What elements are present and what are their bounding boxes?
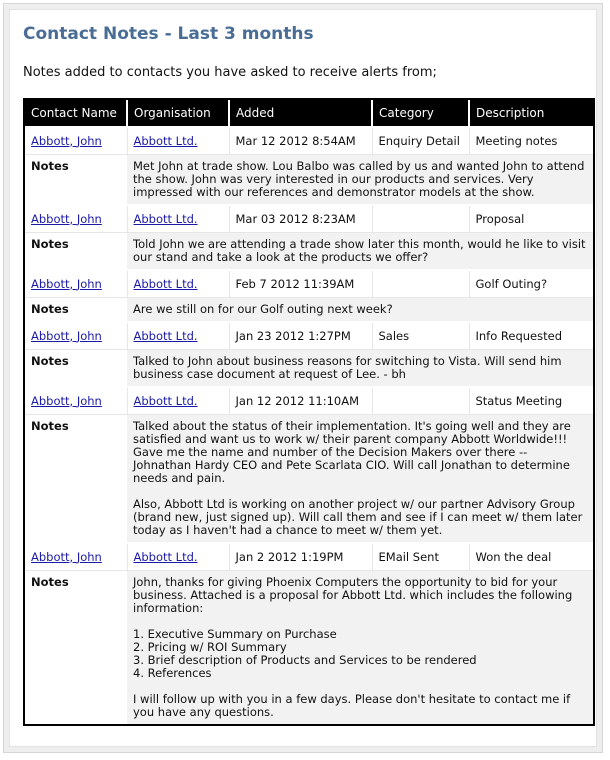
column-header-description: Description	[469, 100, 593, 127]
notes-text: John, thanks for giving Phoenix Computers the opportunity to bid for your business. Attached is a proposal for Abbott Ltd. which includes the following information: 1. Executive Summary on Purchase 2. Pricing w/ ROI Summary 3. Brief description of Products and Services to be rendered 4. References I will follow up with you in a few days. Please don't hesitate to contact me if you have any questions.	[127, 571, 593, 725]
description: Won the deal	[469, 543, 593, 571]
column-header-added: Added	[229, 100, 372, 127]
category: EMail Sent	[372, 543, 469, 571]
notes-row	[25, 233, 593, 271]
added-date: Feb 7 2012 11:39AM	[229, 270, 372, 298]
description: Info Requested	[469, 322, 593, 350]
added-date: Jan 2 2012 1:19PM	[229, 543, 372, 571]
notes-label: Notes	[25, 155, 127, 206]
page-title: Contact Notes - Last 3 months	[23, 24, 314, 44]
organisation-link[interactable]: Abbott Ltd.	[133, 393, 198, 408]
table-row	[25, 270, 593, 298]
added-date: Jan 12 2012 11:10AM	[229, 387, 372, 415]
contact-name-link[interactable]: Abbott, John	[31, 328, 102, 343]
column-header-organisation: Organisation	[127, 100, 229, 127]
notes-label: Notes	[25, 233, 127, 271]
added-date: Mar 03 2012 8:23AM	[229, 205, 372, 233]
notes-row	[25, 415, 593, 544]
added-date: Jan 23 2012 1:27PM	[229, 322, 372, 350]
table-row	[25, 543, 593, 571]
category	[372, 270, 469, 298]
category	[372, 205, 469, 233]
table-row	[25, 322, 593, 350]
outer-frame	[3, 3, 603, 753]
contact-name-link[interactable]: Abbott, John	[31, 211, 102, 226]
notes-label: Notes	[25, 350, 127, 388]
table-row	[25, 205, 593, 233]
table-row	[25, 127, 593, 155]
notes-text: Talked about the status of their implementation. It's going well and they are satisfied and want us to work w/ their parent company Abbott Worldwide!!! Gave me the name and number of the Decision Makers over there -- Johnathan Hardy CEO and Pete Scarlata CIO. Will call Jonathan to determine needs and pain. Also, Abbott Ltd is working on another project w/ our partner Advisory Group (brand new, just signed up). Will call them and see if I can meet w/ them later today as I haven't had a chance to meet w/ them yet.	[127, 415, 593, 544]
organisation-link[interactable]: Abbott Ltd.	[133, 133, 198, 148]
contact-name-link[interactable]: Abbott, John	[31, 549, 102, 564]
added-date: Mar 12 2012 8:54AM	[229, 127, 372, 155]
notes-row	[25, 350, 593, 388]
notes-text: Met John at trade show. Lou Balbo was called by us and wanted John to attend the show. John was very interested in our products and services. Very impressed with our references and demonstrator models at the show.	[127, 155, 593, 206]
organisation-link[interactable]: Abbott Ltd.	[133, 211, 198, 226]
notes-text: Told John we are attending a trade show later this month, would he like to visit our stand and take a look at the products we offer?	[127, 233, 593, 271]
notes-text: Talked to John about business reasons for switching to Vista. Will send him business case document at request of Lee. - bh	[127, 350, 593, 388]
notes-text: Are we still on for our Golf outing next week?	[127, 298, 593, 323]
organisation-link[interactable]: Abbott Ltd.	[133, 276, 198, 291]
category: Sales	[372, 322, 469, 350]
notes-label: Notes	[25, 415, 127, 544]
notes-row	[25, 155, 593, 206]
description: Meeting notes	[469, 127, 593, 155]
organisation-link[interactable]: Abbott Ltd.	[133, 328, 198, 343]
table-row	[25, 387, 593, 415]
column-header-category: Category	[372, 100, 469, 127]
organisation-link[interactable]: Abbott Ltd.	[133, 549, 198, 564]
contact-name-link[interactable]: Abbott, John	[31, 276, 102, 291]
contact-notes-table	[23, 98, 595, 726]
notes-label: Notes	[25, 298, 127, 323]
category	[372, 387, 469, 415]
content-panel	[9, 9, 597, 747]
description: Golf Outing?	[469, 270, 593, 298]
description: Proposal	[469, 205, 593, 233]
contact-name-link[interactable]: Abbott, John	[31, 133, 102, 148]
table-header-row	[25, 100, 593, 127]
notes-label: Notes	[25, 571, 127, 725]
intro-text: Notes added to contacts you have asked to receive alerts from;	[23, 65, 437, 80]
contact-name-link[interactable]: Abbott, John	[31, 393, 102, 408]
notes-row	[25, 571, 593, 725]
description: Status Meeting	[469, 387, 593, 415]
column-header-contact-name: Contact Name	[25, 100, 127, 127]
category: Enquiry Detail	[372, 127, 469, 155]
notes-row	[25, 298, 593, 323]
